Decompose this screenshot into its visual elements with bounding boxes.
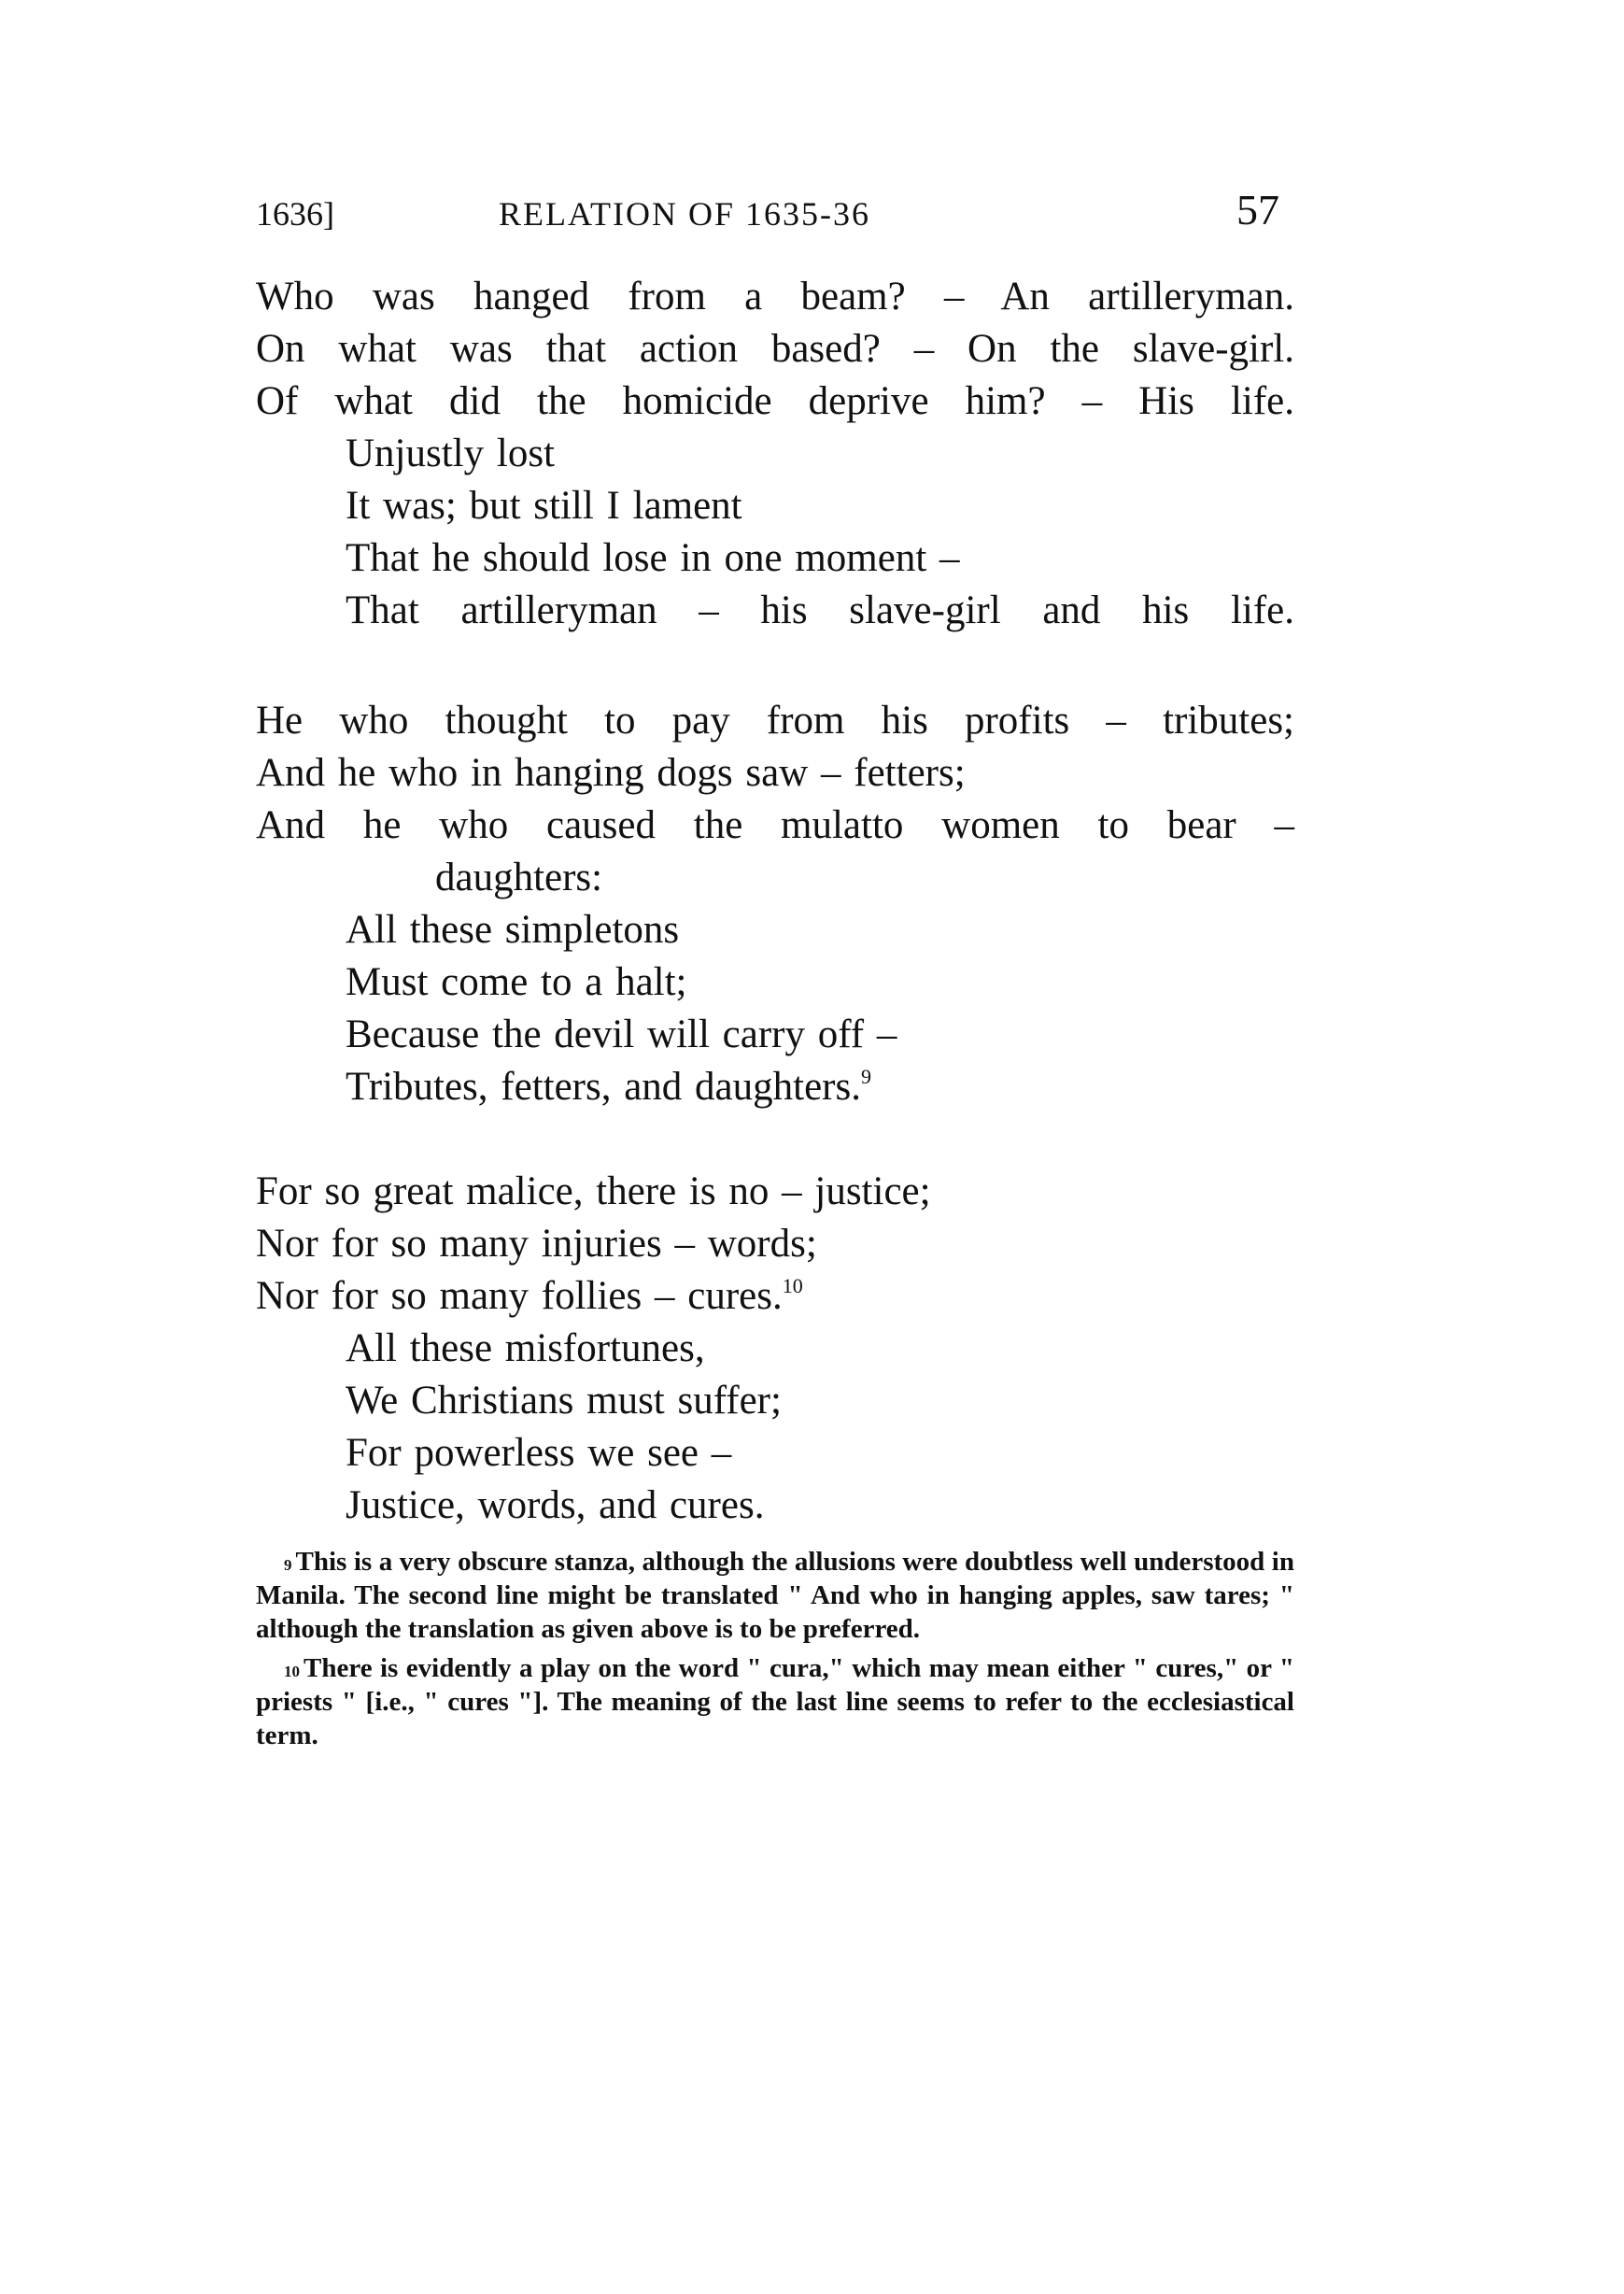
verse-line-text: Tributes, fetters, and daughters.: [346, 1065, 861, 1109]
verse-line: We Christians must suffer;: [346, 1379, 782, 1423]
page-number: 57: [1236, 186, 1279, 234]
verse-line: On what was that action based? – On the slave-girl.: [256, 327, 1294, 371]
verse-line: Unjustly lost: [346, 432, 556, 475]
footnote-marker[interactable]: 10: [782, 1274, 803, 1297]
footnote-10: [256, 1651, 1294, 1752]
footnote-text: This is a very obscure stanza, although the allusions were doubtless well understood in Manila. The second line might be translated " And who in hanging apples, saw tares; " although the translation as given above is to be preferred.: [256, 1547, 1294, 1644]
verse-line: And he who caused the mulatto women to bear –: [256, 803, 1294, 847]
verse-line-text: Nor for so many follies – cures.: [256, 1274, 783, 1318]
verse-line: All these simpletons: [346, 908, 680, 952]
verse-line: Must come to a halt;: [346, 960, 687, 1004]
verse-line: [256, 1270, 1294, 1323]
verse-line: For powerless we see –: [346, 1431, 732, 1475]
verse-line: Because the devil will carry off –: [346, 1012, 897, 1056]
verse-line: He who thought to pay from his profits – tributes;: [256, 699, 1294, 743]
footnotes: [256, 1545, 1294, 1758]
footnote-number: 10: [284, 1663, 300, 1680]
footnote-number: 9: [284, 1556, 292, 1574]
verse-line: And he who in hanging dogs saw – fetters;: [256, 751, 966, 795]
footnote-9: [256, 1545, 1294, 1646]
running-header: [256, 185, 1294, 241]
verse-line: All these misfortunes,: [346, 1326, 705, 1370]
verse-line: Justice, words, and cures.: [346, 1483, 765, 1527]
header-title: RELATION OF 1635-36: [499, 195, 870, 233]
verse-line: Who was hanged from a beam? – An artilleryman.: [256, 275, 1294, 319]
poem-stanza-3: [256, 1166, 1294, 1532]
footnote-text: There is evidently a play on the word " cura," which may mean either " cures," or " priests " [i.e., " cures "]. The meaning of the last line seems to refer to the ecclesiastical term.: [256, 1653, 1294, 1750]
poem-stanza-2: [256, 695, 1294, 1113]
verse-line: daughters:: [435, 856, 603, 899]
footnote-marker[interactable]: 9: [860, 1065, 871, 1088]
verse-line: Of what did the homicide deprive him? – His life.: [256, 379, 1294, 423]
verse-line: That he should lose in one moment –: [346, 536, 960, 580]
verse-line: It was; but still I lament: [346, 484, 742, 528]
verse-line: [256, 1061, 1294, 1113]
verse-line: Nor for so many injuries – words;: [256, 1222, 817, 1266]
verse-line: That artilleryman – his slave-girl and his life.: [346, 588, 1294, 632]
poem-stanza-1: [256, 271, 1294, 637]
header-year: 1636]: [256, 195, 334, 233]
verse-line: For so great malice, there is no – justice;: [256, 1169, 931, 1213]
